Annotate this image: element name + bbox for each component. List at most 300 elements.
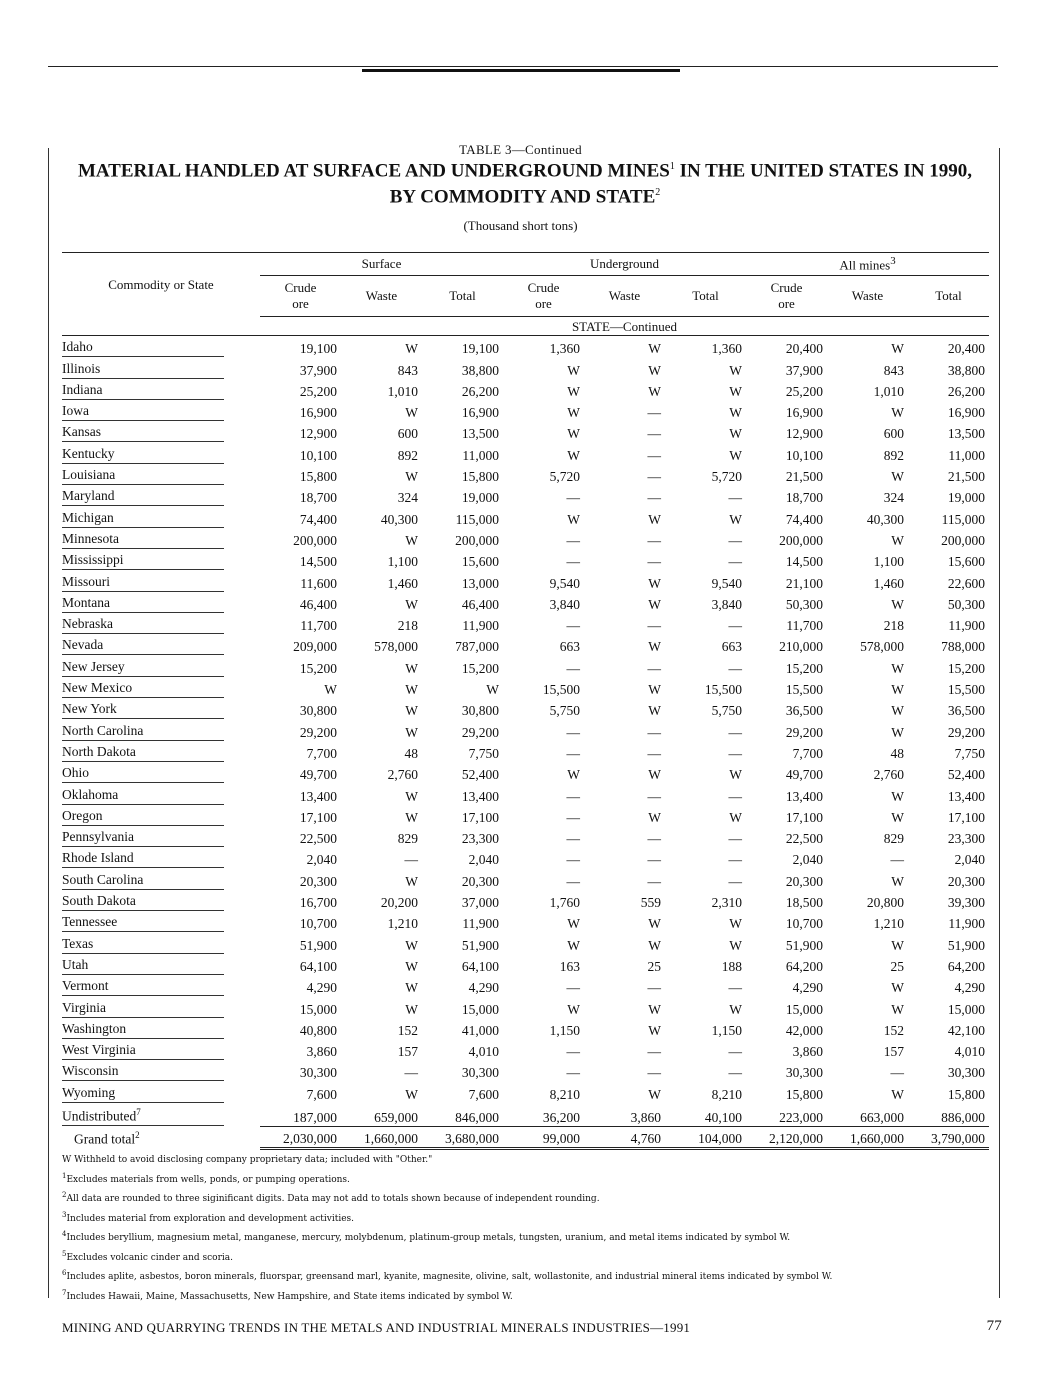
table-cell: 10,100 [785, 447, 823, 463]
data-table-container [62, 252, 989, 1150]
table-cell: 1,210 [387, 916, 418, 932]
footnote: $^6$Includes aplite, asbestos, boron minerals, fluorspar, greensand marl, kyanite, magnesite, olivine, salt, wollastonite, and industrial mineral items indicated by symbol W. [62, 1269, 833, 1282]
table-cell: 20,300 [785, 873, 823, 889]
table-cell: W [567, 362, 580, 378]
table-cell: 2,310 [711, 895, 742, 911]
table-cell: 18,700 [299, 490, 337, 506]
table-cell: W [891, 724, 904, 740]
table-cell: W [891, 405, 904, 421]
table-cell: 1,460 [387, 575, 418, 591]
table-row [62, 954, 989, 975]
table-cell: W [729, 447, 742, 463]
table-cell: W [405, 682, 418, 698]
table-cell: — [647, 469, 661, 485]
table-cell: 1,100 [873, 554, 904, 570]
table-cell: W [405, 703, 418, 719]
table-body [62, 317, 989, 1149]
table-cell: 788,000 [941, 639, 985, 655]
table-cell: W [405, 724, 418, 740]
title-footnote-2: 2 [655, 187, 661, 199]
row-label: Nevada [62, 635, 224, 655]
table-cell: 14,500 [299, 554, 337, 570]
table-cell: 15,200 [299, 660, 337, 676]
table-cell: 7,700 [792, 745, 823, 761]
row-label: Wisconsin [62, 1061, 224, 1081]
table-row [62, 485, 989, 506]
table-cell: 16,900 [461, 405, 499, 421]
table-row [62, 1018, 989, 1039]
table-cell: W [405, 873, 418, 889]
table-cell: 3,860 [584, 1103, 665, 1127]
table-cell: 51,900 [785, 937, 823, 953]
table-cell: 15,500 [542, 682, 580, 698]
right-margin-rule [999, 148, 1000, 1298]
table-cell: 26,200 [947, 383, 985, 399]
table-cell: 17,100 [785, 809, 823, 825]
table-cell: 64,200 [785, 958, 823, 974]
table-cell: 30,300 [461, 1065, 499, 1081]
table-cell: 48 [890, 745, 904, 761]
table-cell: W [567, 767, 580, 783]
row-label: West Virginia [62, 1040, 224, 1060]
table-cell: 324 [397, 490, 418, 506]
left-margin-rule [48, 148, 49, 1298]
table-cell: 12,900 [299, 426, 337, 442]
table-cell: 843 [883, 362, 904, 378]
table-cell: 4,290 [954, 980, 985, 996]
table-cell: 8,210 [711, 1086, 742, 1102]
row-label: Virginia [62, 998, 224, 1018]
table-cell: 846,000 [422, 1103, 503, 1127]
table-cell: 210,000 [779, 639, 823, 655]
row-label: North Carolina [62, 721, 224, 741]
table-cell: W [567, 916, 580, 932]
table-cell: 29,200 [785, 724, 823, 740]
table-cell: 29,200 [299, 724, 337, 740]
table-cell: 15,000 [785, 1001, 823, 1017]
table-cell: — [404, 1065, 418, 1081]
table-cell: — [647, 532, 661, 548]
table-cell: — [647, 447, 661, 463]
table-cell: — [566, 660, 580, 676]
table-cell: 5,720 [549, 469, 580, 485]
table-cell: 15,000 [947, 1001, 985, 1017]
table-row [62, 847, 989, 868]
table-cell: — [566, 745, 580, 761]
table-row [62, 1039, 989, 1060]
table-cell: 892 [397, 447, 418, 463]
table-cell: 20,300 [461, 873, 499, 889]
table-row [62, 592, 989, 613]
table-cell: 7,750 [954, 745, 985, 761]
table-row [62, 698, 989, 719]
footnote: $^7$Includes Hawaii, Maine, Massachusetts, New Hampshire, and State items indicated by symbol W. [62, 1288, 513, 1302]
table-cell: 20,300 [947, 873, 985, 889]
table-cell: — [404, 852, 418, 868]
title-part-1: MATERIAL HANDLED AT SURFACE AND UNDERGROUND MINES [77, 160, 670, 182]
table-row [62, 1060, 989, 1081]
table-title [70, 156, 980, 209]
table-cell: W [567, 937, 580, 953]
table-cell: 559 [640, 895, 661, 911]
table-cell: 37,000 [461, 895, 499, 911]
table-cell: 3,860 [306, 1044, 337, 1060]
table-cell: — [566, 873, 580, 889]
data-table [62, 252, 989, 1150]
row-label: Louisiana [62, 465, 224, 485]
table-cell: 223,000 [746, 1103, 827, 1127]
table-cell: W [891, 1086, 904, 1102]
row-label: Utah [62, 955, 224, 975]
table-cell: — [647, 852, 661, 868]
table-cell: 7,600 [468, 1086, 499, 1102]
table-cell: W [891, 1001, 904, 1017]
row-label: South Carolina [62, 870, 224, 890]
table-row [62, 357, 989, 378]
table-cell: 4,760 [584, 1126, 665, 1149]
row-label: Idaho [62, 337, 224, 357]
row-label: Ohio [62, 763, 224, 783]
table-cell: 15,200 [785, 660, 823, 676]
table-cell: W [567, 383, 580, 399]
table-row [62, 1103, 989, 1127]
row-label: Michigan [62, 508, 224, 528]
table-cell: W [648, 809, 661, 825]
table-cell: 19,100 [299, 341, 337, 357]
table-cell: W [405, 1086, 418, 1102]
table-cell: W [648, 682, 661, 698]
row-label: Grand total$^2$ [74, 1130, 140, 1147]
table-cell: W [405, 809, 418, 825]
table-cell: W [648, 596, 661, 612]
table-cell: 11,000 [948, 447, 985, 463]
table-cell: — [728, 745, 742, 761]
table-row [62, 677, 989, 698]
table-cell: 18,700 [785, 490, 823, 506]
table-cell: W [405, 980, 418, 996]
table-cell: — [647, 554, 661, 570]
table-row [62, 911, 989, 932]
table-cell: W [567, 511, 580, 527]
table-cell: W [648, 362, 661, 378]
table-row [62, 528, 989, 549]
table-cell: 13,500 [947, 426, 985, 442]
table-cell: 4,290 [306, 980, 337, 996]
table-cell: 30,300 [947, 1065, 985, 1081]
all-mines-group-header [746, 253, 989, 276]
row-label: Vermont [62, 976, 224, 996]
table-cell: 1,150 [549, 1022, 580, 1038]
table-cell: W [405, 532, 418, 548]
table-cell: 209,000 [293, 639, 337, 655]
table-cell: W [891, 532, 904, 548]
table-cell: 1,360 [549, 341, 580, 357]
table-cell: 17,100 [947, 809, 985, 825]
table-cell: 42,000 [785, 1022, 823, 1038]
table-cell: — [566, 618, 580, 634]
table-row [62, 975, 989, 996]
table-cell: 49,700 [299, 767, 337, 783]
table-cell: 51,900 [947, 937, 985, 953]
table-cell: 11,900 [462, 618, 499, 634]
table-cell: 11,000 [462, 447, 499, 463]
table-cell: — [647, 831, 661, 847]
units-note: (Thousand short tons) [463, 218, 578, 233]
table-cell: 3,840 [711, 596, 742, 612]
table-cell: 1,660,000 [827, 1126, 908, 1149]
row-label: Kentucky [62, 444, 224, 464]
table-cell: W [891, 980, 904, 996]
table-cell: 37,900 [299, 362, 337, 378]
row-label: North Dakota [62, 742, 224, 762]
table-cell: 36,500 [947, 703, 985, 719]
table-cell: 64,200 [947, 958, 985, 974]
table-row [62, 868, 989, 889]
table-row [62, 719, 989, 740]
table-cell: 19,100 [461, 341, 499, 357]
table-cell: — [566, 809, 580, 825]
footnote: $^4$Includes beryllium, magnesium metal, manganese, mercury, molybdenum, platinum-group metals, tungsten, uranium, and metal items indicated by symbol W. [62, 1230, 791, 1243]
table-cell: W [567, 1001, 580, 1017]
table-cell: — [566, 1044, 580, 1060]
title-part-2: IN THE UNITED STATES IN 1990, BY COMMODITY AND STATE [389, 160, 973, 208]
table-cell: W [729, 383, 742, 399]
table-cell: 663,000 [827, 1103, 908, 1127]
table-cell: 16,700 [299, 895, 337, 911]
table-cell: 29,200 [947, 724, 985, 740]
surface-total-header: Total [422, 276, 503, 317]
table-cell: 25,200 [299, 383, 337, 399]
table-row [62, 762, 989, 783]
table-cell: 11,700 [300, 618, 337, 634]
row-label: Pennsylvania [62, 827, 224, 847]
table-cell: — [728, 1044, 742, 1060]
table-cell: 2,760 [873, 767, 904, 783]
table-cell: 13,400 [461, 788, 499, 804]
table-cell: W [729, 916, 742, 932]
table-cell: — [728, 852, 742, 868]
table-cell: W [648, 511, 661, 527]
table-cell: 104,000 [665, 1126, 746, 1149]
row-label: Montana [62, 593, 224, 613]
top-rule [48, 66, 998, 67]
table-cell: 20,400 [947, 341, 985, 357]
table-cell: 30,300 [785, 1065, 823, 1081]
table-cell: 2,040 [792, 852, 823, 868]
table-cell: — [566, 532, 580, 548]
table-cell: — [728, 1065, 742, 1081]
table-cell: — [647, 660, 661, 676]
table-cell: W [648, 767, 661, 783]
table-cell: 659,000 [341, 1103, 422, 1127]
table-cell: 218 [397, 618, 418, 634]
table-cell: 7,700 [306, 745, 337, 761]
table-cell: — [728, 660, 742, 676]
table-cell: 22,600 [947, 575, 985, 591]
table-cell: 200,000 [779, 532, 823, 548]
table-cell: W [891, 809, 904, 825]
table-cell: 1,460 [873, 575, 904, 591]
row-label: Oklahoma [62, 785, 224, 805]
table-cell: 11,600 [300, 575, 337, 591]
table-cell: 48 [404, 745, 418, 761]
row-label: Minnesota [62, 529, 224, 549]
row-label: New Jersey [62, 657, 224, 677]
table-cell: 15,800 [299, 469, 337, 485]
table-cell: — [728, 873, 742, 889]
publication-title: MINING AND QUARRYING TRENDS IN THE METALS AND INDUSTRIAL MINERALS INDUSTRIES—1991 [62, 1320, 691, 1335]
table-cell: — [647, 745, 661, 761]
table-cell: 51,900 [461, 937, 499, 953]
table-cell: — [647, 426, 661, 442]
table-cell: W [405, 958, 418, 974]
table-cell: 11,900 [462, 916, 499, 932]
table-cell: W [648, 703, 661, 719]
underground-crude-ore-header: Crude ore [503, 276, 584, 317]
row-label: Washington [62, 1019, 224, 1039]
table-row [62, 421, 989, 442]
table-cell: W [405, 937, 418, 953]
table-cell: — [566, 554, 580, 570]
table-cell: — [566, 980, 580, 996]
row-label: Wyoming [62, 1083, 224, 1103]
table-cell: 16,900 [785, 405, 823, 421]
table-cell: — [647, 490, 661, 506]
table-cell: W [648, 1001, 661, 1017]
table-row [62, 890, 989, 911]
table-cell: 15,200 [947, 660, 985, 676]
table-cell: 15,800 [947, 1086, 985, 1102]
table-cell: 200,000 [455, 532, 499, 548]
table-cell: 40,300 [866, 511, 904, 527]
table-cell: 15,500 [785, 682, 823, 698]
table-cell: W [729, 767, 742, 783]
table-row [62, 996, 989, 1017]
table-cell: — [728, 532, 742, 548]
table-cell: — [647, 873, 661, 889]
table-cell: 51,900 [299, 937, 337, 953]
table-cell: 4,010 [954, 1044, 985, 1060]
table-cell: 1,360 [711, 341, 742, 357]
table-cell: — [728, 980, 742, 996]
table-cell: 30,800 [461, 703, 499, 719]
row-label: New York [62, 699, 224, 719]
table-cell: 26,200 [461, 383, 499, 399]
table-cell: 1,010 [387, 383, 418, 399]
row-label: Kansas [62, 422, 224, 442]
table-cell: 13,400 [785, 788, 823, 804]
table-cell: W [891, 341, 904, 357]
title-footnote-1: 1 [669, 161, 675, 172]
row-label: Missouri [62, 572, 224, 592]
table-cell: W [891, 937, 904, 953]
row-label: Mississippi [62, 550, 224, 570]
table-row [62, 826, 989, 847]
table-cell: W [891, 682, 904, 698]
table-cell: 12,900 [785, 426, 823, 442]
row-label: Texas [62, 934, 224, 954]
table-cell: 52,400 [947, 767, 985, 783]
table-cell: 600 [883, 426, 904, 442]
table-cell: — [728, 618, 742, 634]
footnotes [62, 1153, 992, 1305]
table-cell: 11,900 [948, 618, 985, 634]
table-cell: 50,300 [947, 596, 985, 612]
row-label: South Dakota [62, 891, 224, 911]
table-cell: W [567, 447, 580, 463]
underground-waste-header: Waste [584, 276, 665, 317]
table-cell: — [566, 852, 580, 868]
table-cell: 200,000 [293, 532, 337, 548]
table-cell: W [891, 469, 904, 485]
table-cell: 41,000 [461, 1022, 499, 1038]
table-cell: W [648, 1022, 661, 1038]
table-cell: W [729, 511, 742, 527]
section-label: STATE—Continued [260, 317, 989, 336]
row-label: Undistributed$^7$ [62, 1103, 224, 1127]
table-cell: — [728, 788, 742, 804]
table-cell: 829 [883, 831, 904, 847]
table-cell: 21,500 [785, 469, 823, 485]
table-cell: 30,800 [299, 703, 337, 719]
table-cell: 578,000 [374, 639, 418, 655]
table-cell: 8,210 [549, 1086, 580, 1102]
table-row [62, 379, 989, 400]
table-cell: 74,400 [785, 511, 823, 527]
table-cell: 578,000 [860, 639, 904, 655]
table-cell: 99,000 [503, 1126, 584, 1149]
table-cell: 39,300 [947, 895, 985, 911]
table-cell: 886,000 [908, 1103, 989, 1127]
table-cell: W [729, 937, 742, 953]
table-row [62, 1081, 989, 1102]
table-cell: 1,150 [711, 1022, 742, 1038]
table-cell: 50,300 [785, 596, 823, 612]
table-cell: 64,100 [461, 958, 499, 974]
row-label: New Mexico [62, 678, 224, 698]
table-cell: W [729, 1001, 742, 1017]
table-cell: 15,500 [704, 682, 742, 698]
table-cell: 2,760 [387, 767, 418, 783]
table-cell: 5,750 [711, 703, 742, 719]
table-cell: 218 [883, 618, 904, 634]
table-cell: 2,030,000 [260, 1126, 341, 1149]
table-cell: 20,800 [866, 895, 904, 911]
table-cell: 3,860 [792, 1044, 823, 1060]
all-crude-ore-header: Crude ore [746, 276, 827, 317]
table-cell: — [647, 724, 661, 740]
surface-group-header: Surface [260, 253, 503, 276]
table-cell: 40,300 [380, 511, 418, 527]
table-cell: 5,750 [549, 703, 580, 719]
table-row [62, 783, 989, 804]
table-cell: 15,800 [785, 1086, 823, 1102]
row-label: Oregon [62, 806, 224, 826]
table-cell: W [891, 596, 904, 612]
table-cell: 663 [559, 639, 580, 655]
table-cell: 13,500 [461, 426, 499, 442]
table-cell: — [728, 724, 742, 740]
table-cell: — [890, 1065, 904, 1081]
table-row [62, 1126, 989, 1149]
table-row [62, 442, 989, 463]
table-cell: — [890, 852, 904, 868]
table-cell: W [648, 383, 661, 399]
table-cell: 15,800 [461, 469, 499, 485]
table-cell: 64,100 [299, 958, 337, 974]
table-cell: 187,000 [260, 1103, 341, 1127]
table-cell: 3,840 [549, 596, 580, 612]
